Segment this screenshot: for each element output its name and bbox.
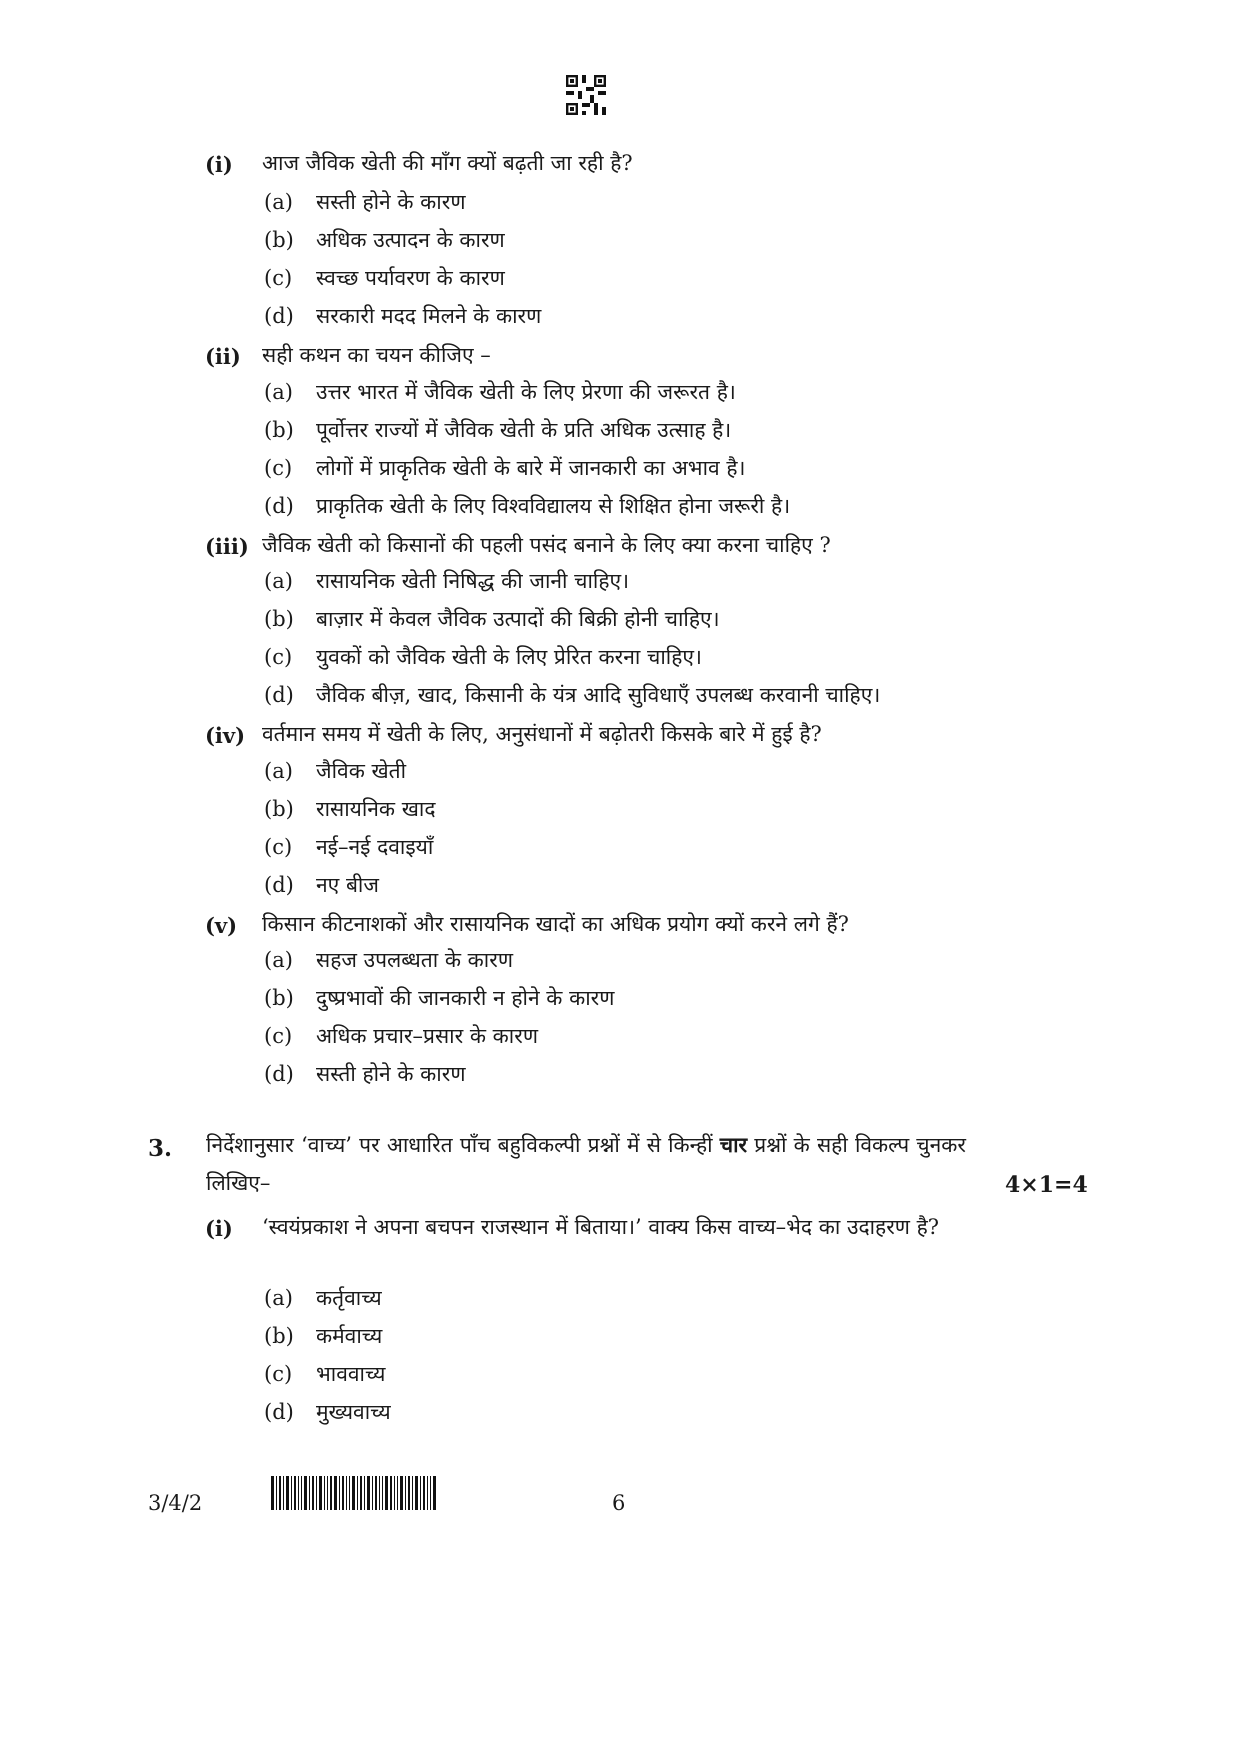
option-a: (a) कर्तृवाच्य (264, 1286, 382, 1310)
subquestion-number: (v) (205, 913, 238, 938)
subquestion-number: (ii) (205, 344, 241, 369)
subquestion-text: ‘स्वयंप्रकाश ने अपना बचपन राजस्थान में बिताया।’ वाक्य किस वाच्य–भेद का उदाहरण है? (262, 1215, 940, 1239)
subquestion-text: आज जैविक खेती की माँग क्यों बढ़ती जा रही है? (262, 151, 633, 175)
subquestion-number: (i) (205, 1216, 233, 1241)
question-instruction: निर्देशानुसार ‘वाच्य’ पर आधारित पाँच बहुविकल्पी प्रश्नों में से किन्हीं चार प्रश्नों के सही विकल्प चुनकर लिखिए– (206, 1132, 966, 1195)
subquestion-text: वर्तमान समय में खेती के लिए, अनुसंधानों में बढ़ोतरी किसके बारे में हुई है? (262, 722, 822, 746)
option-b: (b) अधिक उत्पादन के कारण (264, 228, 505, 252)
option-c: (c) अधिक प्रचार–प्रसार के कारण (264, 1024, 539, 1048)
option-d: (d) नए बीज (264, 873, 379, 897)
option-c: (c) स्वच्छ पर्यावरण के कारण (264, 266, 505, 290)
option-b: (b) दुष्प्रभावों की जानकारी न होने के कारण (264, 986, 615, 1010)
option-a: (a) सस्ती होने के कारण (264, 190, 466, 214)
subquestion-number: (i) (205, 152, 233, 177)
option-c: (c) लोगों में प्राकृतिक खेती के बारे में जानकारी का अभाव है। (264, 456, 746, 480)
option-c: (c) भाववाच्य (264, 1362, 386, 1386)
barcode-icon (271, 1476, 436, 1510)
option-a: (a) जैविक खेती (264, 759, 407, 783)
option-a: (a) रासायनिक खेती निषिद्ध की जानी चाहिए। (264, 569, 630, 593)
option-d: (d) प्राकृतिक खेती के लिए विश्वविद्यालय से शिक्षित होना जरूरी है। (264, 494, 791, 518)
subquestion-number: (iii) (205, 534, 249, 559)
option-b: (b) पूर्वोत्तर राज्यों में जैविक खेती के प्रति अधिक उत्साह है। (264, 418, 732, 442)
subquestion-text: सही कथन का चयन कीजिए – (262, 343, 491, 367)
question-number: 3. (148, 1135, 173, 1162)
option-b: (b) कर्मवाच्य (264, 1324, 383, 1348)
qr-code-icon (566, 75, 606, 115)
option-d: (d) मुख्यवाच्य (264, 1400, 391, 1424)
subquestion-text: किसान कीटनाशकों और रासायनिक खादों का अधिक प्रयोग क्यों करने लगे हैं? (262, 912, 849, 936)
option-b: (b) रासायनिक खाद (264, 797, 436, 821)
option-d: (d) सरकारी मदद मिलने के कारण (264, 304, 542, 328)
option-c: (c) युवकों को जैविक खेती के लिए प्रेरित करना चाहिए। (264, 645, 702, 669)
option-a: (a) सहज उपलब्धता के कारण (264, 948, 514, 972)
marks-label: 4×1=4 (1005, 1172, 1088, 1198)
option-c: (c) नई–नई दवाइयाँ (264, 835, 434, 859)
paper-code: 3/4/2 (148, 1491, 203, 1515)
option-d: (d) जैविक बीज़, खाद, किसानी के यंत्र आदि सुविधाएँ उपलब्ध करवानी चाहिए। (264, 683, 881, 707)
option-b: (b) बाज़ार में केवल जैविक उत्पादों की बिक्री होनी चाहिए। (264, 607, 720, 631)
subquestion-number: (iv) (205, 723, 246, 748)
option-a: (a) उत्तर भारत में जैविक खेती के लिए प्रेरणा की जरूरत है। (264, 380, 736, 404)
page-number: 6 (612, 1491, 626, 1515)
option-d: (d) सस्ती होने के कारण (264, 1062, 466, 1086)
subquestion-text: जैविक खेती को किसानों की पहली पसंद बनाने के लिए क्या करना चाहिए ? (262, 533, 831, 557)
